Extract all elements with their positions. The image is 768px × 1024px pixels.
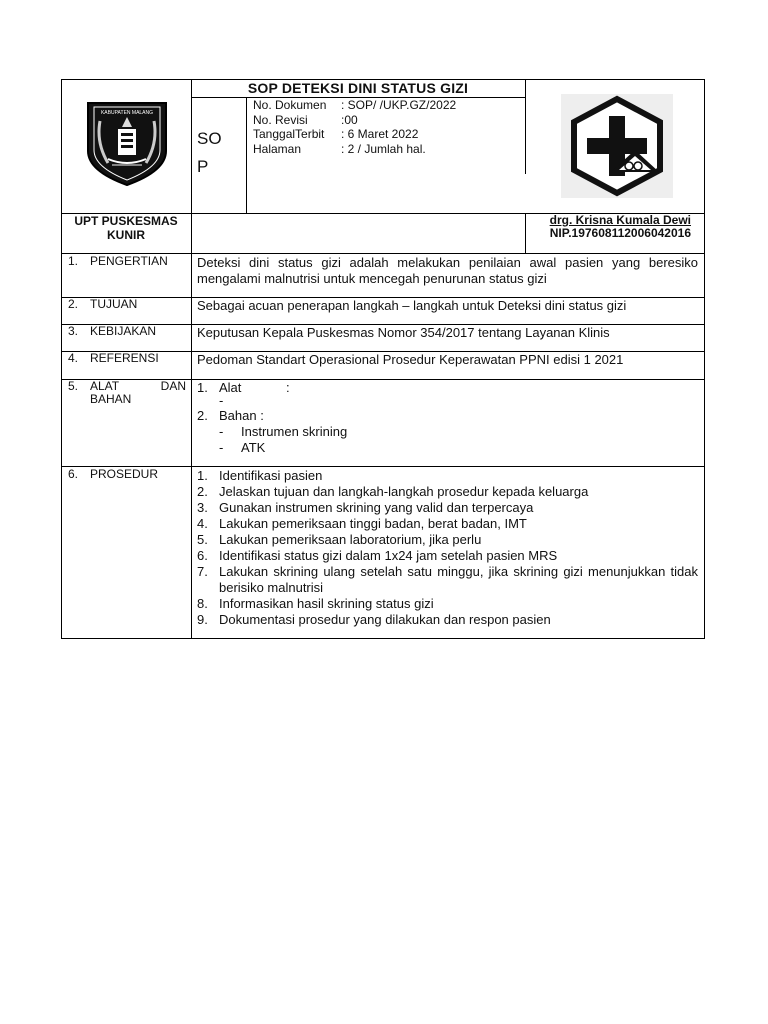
prosedur-step: 7. Lakukan skrining ulang setelah satu minggu, jika skrining gizi menunjukkan tidak berisiko malnutrisi [197, 564, 698, 595]
section-label-kebijakan [68, 325, 188, 338]
prosedur-step-text: Informasikan hasil skrining status gizi [219, 596, 434, 611]
puskesmas-logo-icon [561, 94, 673, 198]
unit-name-line2: KUNIR [107, 228, 145, 242]
section-label-bahan-word: BAHAN [90, 392, 132, 406]
meta-key: No. Revisi [253, 112, 308, 127]
item-number: 1. [197, 380, 208, 395]
unit-name [61, 213, 191, 242]
signatory-nip: NIP.197608112006042016 [549, 226, 691, 240]
section-label-alat-word: ALAT [90, 379, 120, 393]
prosedur-step-text: Identifikasi pasien [219, 468, 323, 483]
section-label-prosedur [68, 468, 188, 481]
divider-so [246, 97, 247, 213]
bahan-item [197, 408, 698, 424]
alat-colon: : [286, 380, 290, 395]
item-number: 2. [197, 408, 208, 423]
prosedur-step: 8. Informasikan hasil skrining status gizi [197, 596, 698, 612]
section-label-pengertian [68, 255, 188, 268]
prosedur-step-text: Dokumentasi prosedur yang dilakukan dan respon pasien [219, 612, 551, 627]
meta-row-revisi [253, 113, 523, 128]
prosedur-step: 1. Identifikasi pasien [197, 468, 698, 484]
so-label [197, 125, 242, 181]
section-label-referensi [68, 352, 188, 365]
bahan-subitem: - ATK [219, 440, 266, 455]
divider-right-sig [525, 213, 526, 253]
so-label-line2: P [197, 157, 209, 176]
section-text-kebijakan: Keputusan Kepala Puskesmas Nomor 354/2017 tentang Layanan Klinis [197, 325, 610, 340]
section-label: TUJUAN [90, 297, 138, 311]
section-label: PROSEDUR [90, 467, 159, 481]
section-label: REFERENSI [90, 351, 159, 365]
section-number: 3. [68, 324, 79, 338]
section-body-alat [197, 380, 698, 456]
section-label: PENGERTIAN [90, 254, 168, 268]
border-left [61, 79, 62, 639]
divider-label-column [191, 79, 192, 639]
alat-label: Alat [219, 380, 242, 395]
bahan-subitem-text: ATK [241, 440, 266, 455]
meta-key: TanggalTerbit [253, 127, 325, 141]
divider-right-header [525, 79, 526, 174]
prosedur-step: 9. Dokumentasi prosedur yang dilakukan dan respon pasien [197, 612, 698, 628]
prosedur-step-text: Lakukan pemeriksaan tinggi badan, berat badan, IMT [219, 516, 527, 531]
alat-item [197, 380, 698, 396]
section-number: 2. [68, 297, 79, 311]
prosedur-step: 6. Identifikasi status gizi dalam 1x24 jam setelah pasien MRS [197, 548, 698, 564]
meta-row-dokumen [253, 98, 523, 113]
alat-dash: - [219, 393, 224, 408]
unit-name-line1: UPT PUSKESMAS [74, 214, 178, 228]
section-number: 6. [68, 467, 79, 481]
prosedur-step-text: Gunakan instrumen skrining yang valid dan terpercaya [219, 500, 534, 515]
document-meta [253, 98, 523, 156]
meta-value: : SOP/ /UKP.GZ/2022 [341, 98, 457, 112]
prosedur-step: 2. Jelaskan tujuan dan langkah-langkah prosedur kepada keluarga [197, 484, 698, 500]
so-label-line1: SO [197, 129, 222, 148]
prosedur-step-text: Lakukan pemeriksaan laboratorium, jika perlu [219, 532, 482, 547]
bahan-subitem: - Instrumen skrining [219, 424, 348, 439]
prosedur-step-text: Jelaskan tujuan dan langkah-langkah prosedur kepada keluarga [219, 484, 589, 499]
section-text-tujuan: Sebagai acuan penerapan langkah – langkah untuk Deteksi dini status gizi [197, 298, 627, 313]
meta-key: No. Dokumen [253, 98, 327, 112]
prosedur-step-text: Identifikasi status gizi dalam 1x24 jam setelah pasien MRS [219, 548, 558, 563]
prosedur-step: 5. Lakukan pemeriksaan laboratorium, jika perlu [197, 532, 698, 548]
svg-text:KABUPATEN MALANG: KABUPATEN MALANG [100, 110, 154, 116]
section-body-prosedur [197, 468, 698, 628]
signatory [527, 213, 691, 240]
prosedur-step: 3. Gunakan instrumen skrining yang valid dan terpercaya [197, 500, 698, 516]
meta-value: :00 [341, 112, 358, 127]
section-number: 1. [68, 254, 79, 268]
prosedur-list [197, 468, 698, 628]
bahan-subitem-text: Instrumen skrining [241, 424, 348, 439]
bahan-label: Bahan : [219, 408, 264, 423]
sop-document [61, 79, 705, 639]
meta-row-tanggal [253, 127, 523, 142]
signatory-name: drg. Krisna Kumala Dewi [549, 213, 691, 227]
section-label-tujuan [68, 298, 188, 311]
section-number: 5. [68, 379, 79, 393]
section-text-referensi: Pedoman Standart Operasional Prosedur Keperawatan PPNI edisi 1 2021 [197, 352, 624, 367]
section-label: KEBIJAKAN [90, 324, 157, 338]
meta-key: Halaman [253, 141, 302, 156]
prosedur-step-text: Lakukan skrining ulang setelah satu minggu, jika skrining gizi menunjukkan tidak berisiko malnutrisi [219, 564, 698, 595]
border-right [704, 79, 705, 639]
prosedur-step: 4. Lakukan pemeriksaan tinggi badan, berat badan, IMT [197, 516, 698, 532]
section-text-pengertian: Deteksi dini status gizi adalah melakukan penilaian awal pasien yang beresiko mengalami malnutrisi untuk mencegah penurunan status gizi [197, 255, 698, 286]
meta-value: : 6 Maret 2022 [341, 127, 419, 141]
section-label-dan-word: DAN [160, 379, 186, 393]
meta-row-halaman [253, 142, 523, 157]
kabupaten-emblem-icon [78, 101, 176, 187]
meta-value: : 2 / Jumlah hal. [341, 141, 426, 156]
section-label-alat [68, 380, 186, 406]
section-number: 4. [68, 351, 79, 365]
document-title: SOP DETEKSI DINI STATUS GIZI [247, 80, 469, 96]
border-bottom [61, 638, 705, 639]
